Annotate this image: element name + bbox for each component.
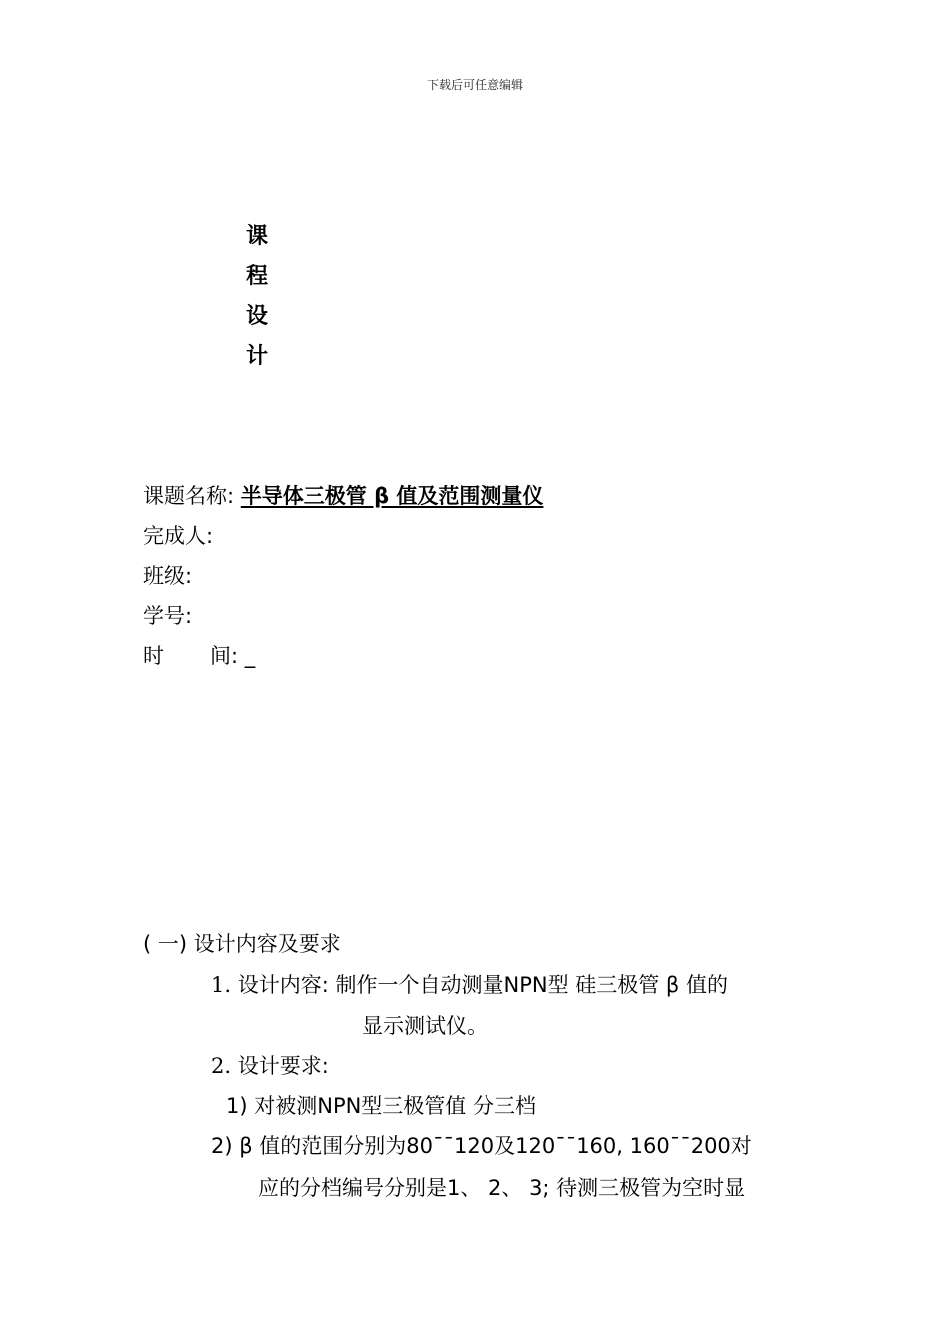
cover-title-char: 课 [246, 224, 269, 249]
time-label-1: 时 [143, 644, 164, 668]
requirement-1: 1) 对被测NPN型三极管值 分三档 [226, 1094, 536, 1118]
requirement-2b: 应的分档编号分别是1、 2、 3; 待测三极管为空时显 [258, 1176, 746, 1200]
item1-text-b: 显示测试仪。 [362, 1014, 488, 1038]
item2-number: 2. [211, 1054, 232, 1078]
author-label: 完成人: [143, 524, 214, 548]
cover-title-char: 设 [246, 304, 269, 329]
class-label: 班级: [143, 564, 193, 588]
item2-text: 设计要求: [237, 1054, 329, 1078]
time-value: _ [244, 644, 256, 668]
topic-value: 半导体三极管 β 值及范围测量仪 [240, 484, 544, 508]
student-id-label: 学号: [143, 604, 193, 628]
topic-row [143, 486, 543, 507]
item1-line [211, 975, 728, 996]
time-row [143, 646, 255, 667]
topic-label: 课题名称: [143, 484, 235, 508]
item2-line [211, 1056, 329, 1077]
requirement-2a: 2) β 值的范围分别为80¯¯120及120¯¯160, 160¯¯200对 [211, 1134, 752, 1158]
time-label-2: 间: [210, 644, 239, 668]
header-note: 下载后可任意编辑 [426, 78, 523, 92]
cover-title-char: 程 [246, 264, 269, 289]
item1-text-a: 设计内容: 制作一个自动测量NPN型 硅三极管 β 值的 [237, 973, 728, 997]
section-heading: ( 一) 设计内容及要求 [143, 932, 341, 956]
cover-title-char: 计 [246, 344, 269, 369]
item1-number: 1. [211, 973, 232, 997]
